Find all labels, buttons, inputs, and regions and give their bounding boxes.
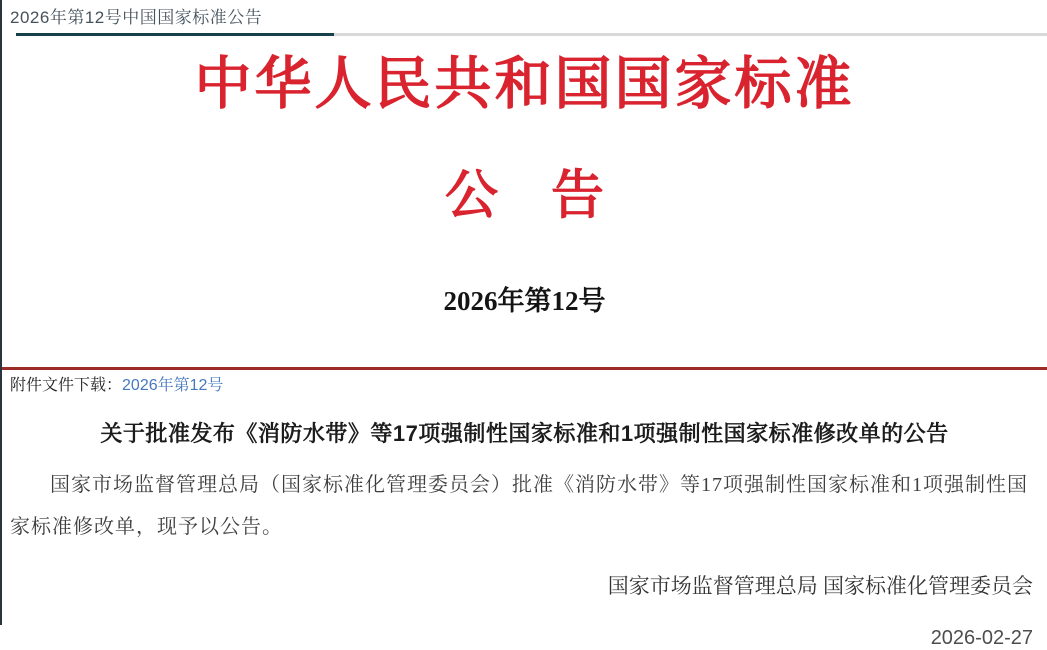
attachment-download-link[interactable]: 2026年第12号 xyxy=(122,377,224,395)
issuing-authority-signature: 国家市场监督管理总局 国家标准化管理委员会 xyxy=(607,574,1033,599)
attachment-download-row xyxy=(2,370,1047,401)
header-divider-light-segment xyxy=(334,33,1047,36)
issue-number: 2026年第12号 xyxy=(443,286,606,317)
site-header xyxy=(2,0,1047,36)
announcement-body: 国家市场监督管理总局（国家标准化管理委员会）批准《消防水带》等17项强制性国家标准和1项强制性国家标准修改单，现予以公告。 xyxy=(10,474,1028,539)
header-divider-dark-segment xyxy=(16,33,334,36)
document-masthead xyxy=(2,55,1047,317)
national-standard-title: 中华人民共和国国家标准 xyxy=(194,53,855,116)
header-divider xyxy=(16,33,1047,36)
announcement-date: 2026-02-27 xyxy=(930,627,1033,650)
attachment-download-label: 附件文件下载： xyxy=(10,377,123,395)
page-title: 2026年第12号中国国家标准公告 xyxy=(10,8,263,27)
announcement-heading: 关于批准发布《消防水带》等17项强制性国家标准和1项强制性国家标准修改单的公告 xyxy=(100,421,949,447)
announcement-subtitle: 公 告 xyxy=(445,166,604,225)
